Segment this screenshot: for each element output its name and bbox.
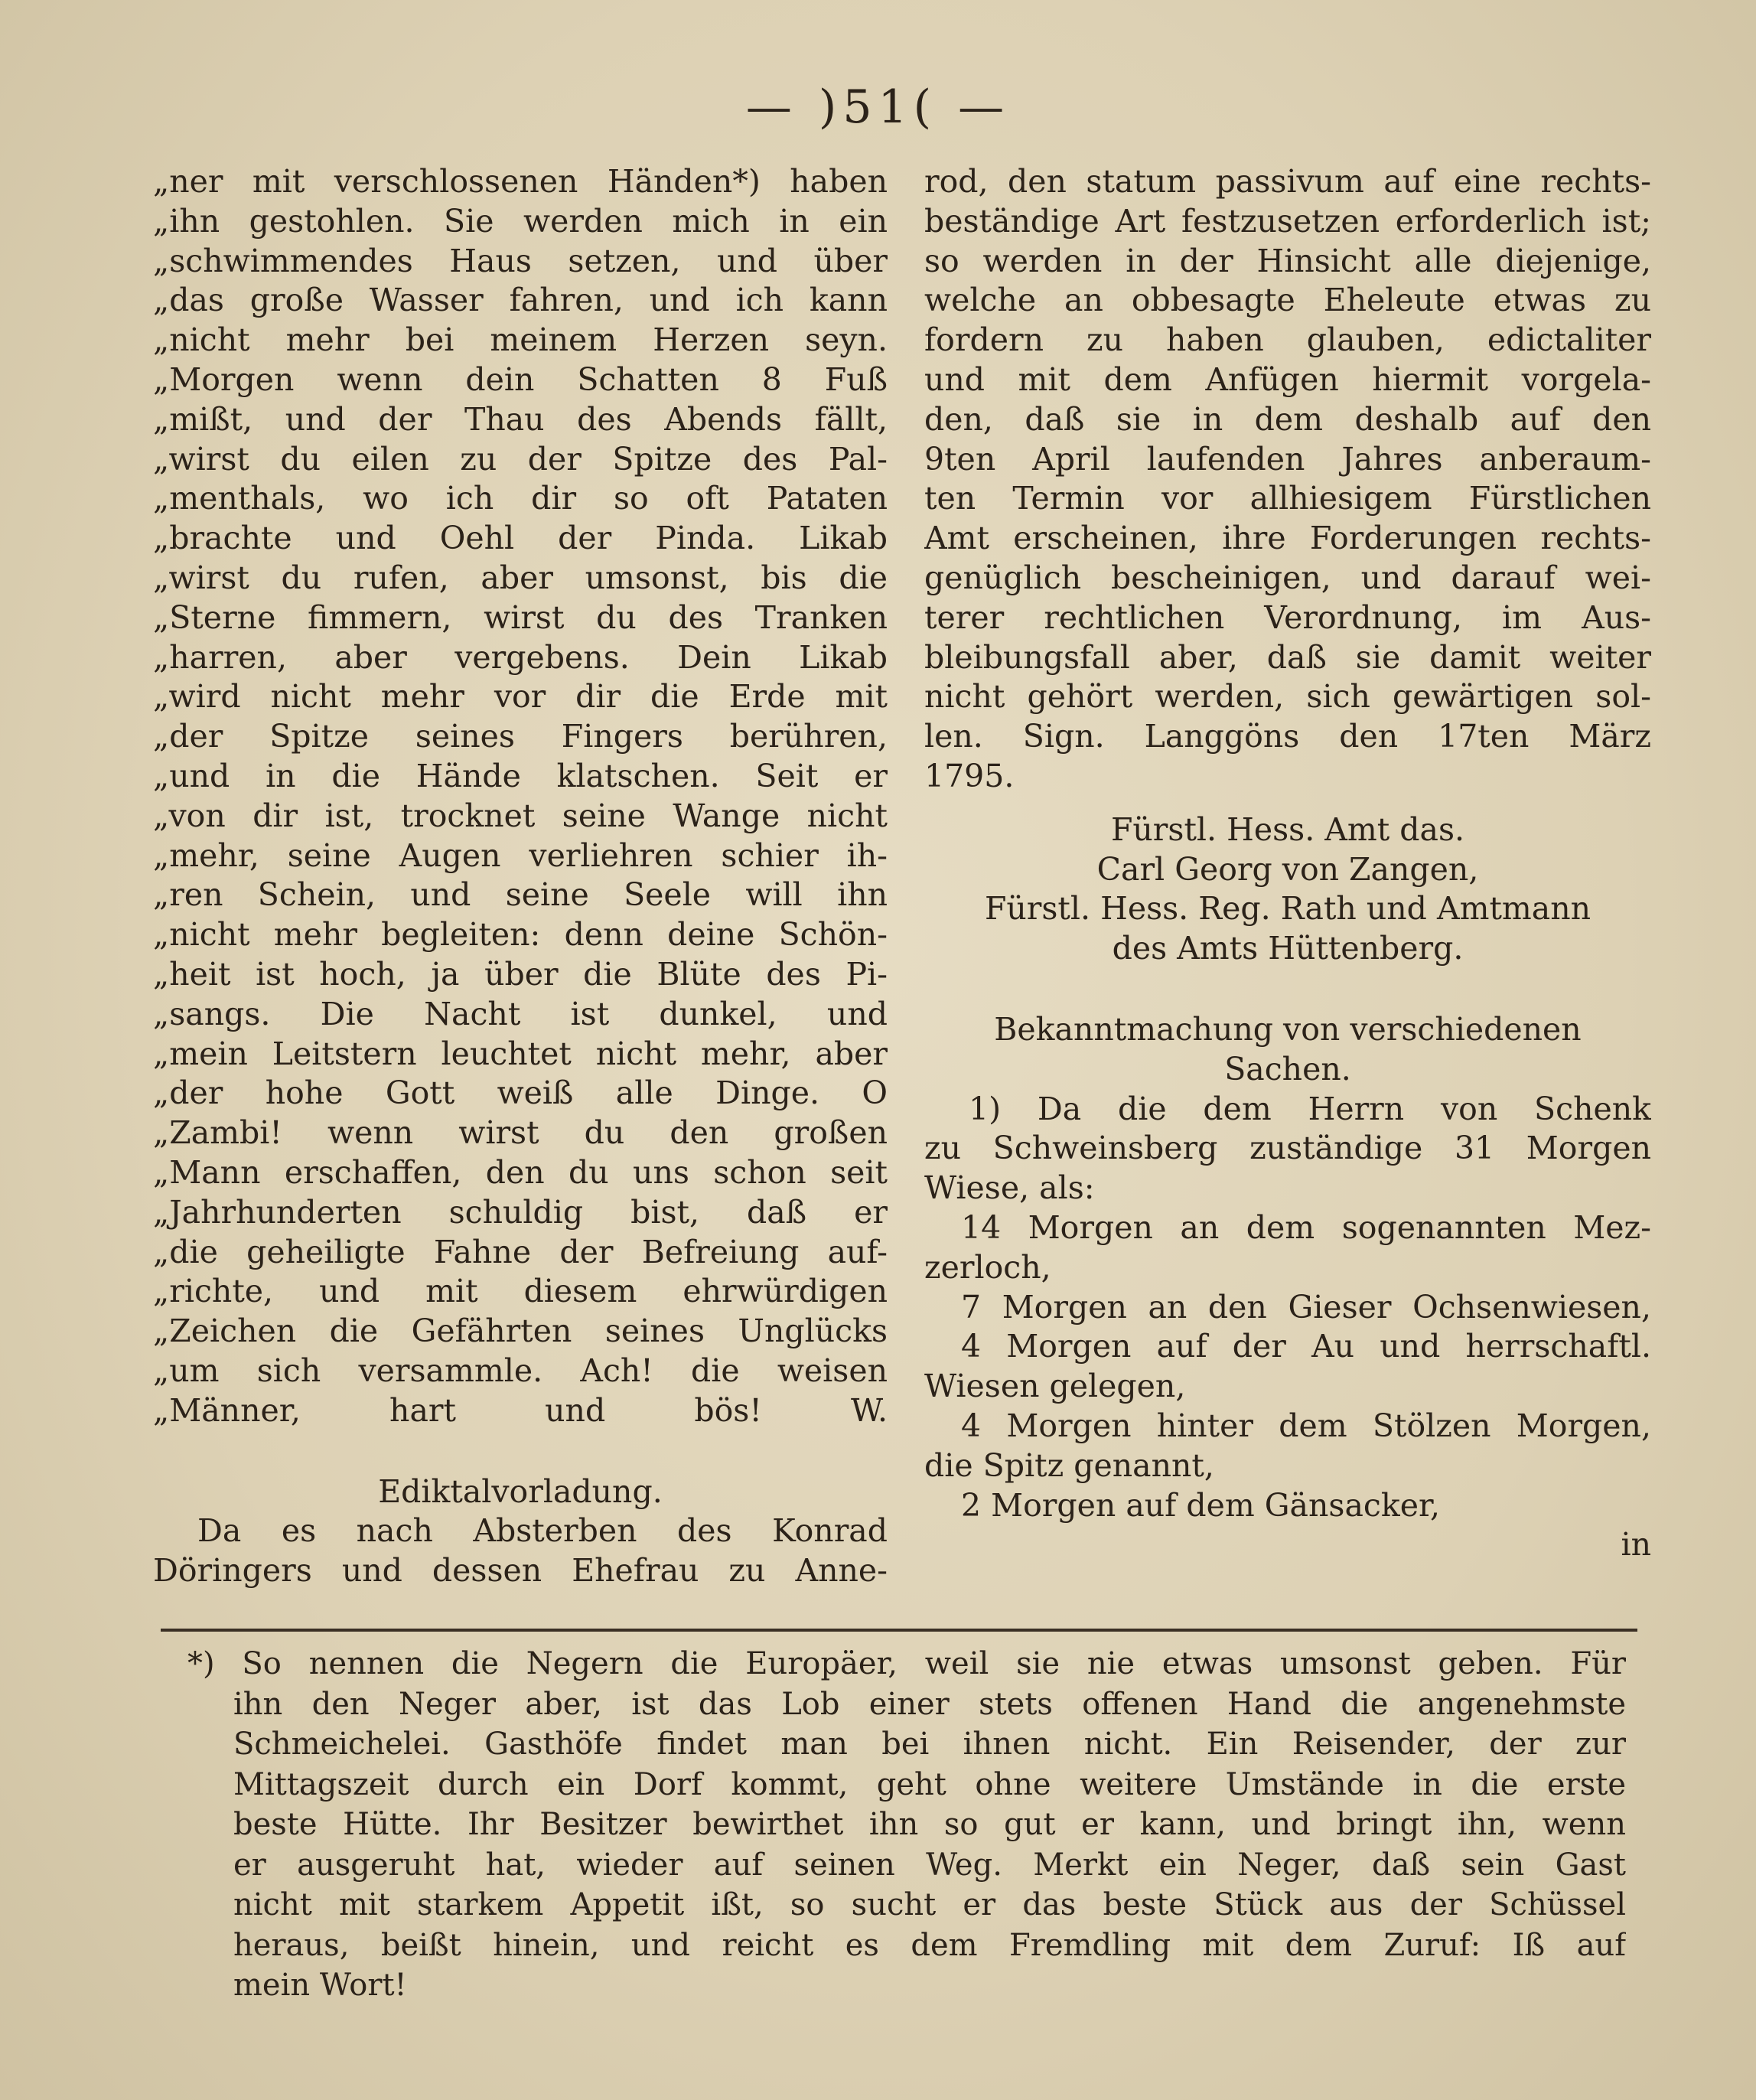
catchword: in: [1621, 1526, 1651, 1564]
text-line: len. Sign. Langgöns den 17ten März: [924, 718, 1651, 755]
page-number-header: — )51( —: [745, 80, 1011, 134]
footnote-line: heraus, beißt hinein, und reicht es dem Fremdling mit dem Zuruf: Iß auf: [233, 1927, 1626, 1963]
text-line: „von dir ist, trocknet seine Wange nicht: [153, 797, 888, 834]
text-line: rod, den statum passivum auf eine rechts-: [924, 163, 1651, 200]
footnote-line: Mittagszeit durch ein Dorf kommt, geht ohne weitere Umstände in die erste: [233, 1766, 1626, 1802]
footnote-line: er ausgeruht hat, wieder auf seinen Weg. Merkt ein Neger, daß sein Gast: [233, 1847, 1626, 1883]
footnote-line: beste Hütte. Ihr Besitzer bewirthet ihn so gut er kann, und bringt ihn, wenn: [233, 1807, 1626, 1842]
text-line: „harren, aber vergebens. Dein Likab: [153, 638, 888, 676]
text-line: „Zeichen die Gefährten seines Unglücks: [153, 1312, 888, 1350]
text-line: „ner mit verschlossenen Händen*) haben: [153, 163, 888, 200]
text-line: „ihn gestohlen. Sie werden mich in ein: [153, 202, 888, 240]
text-line: „nicht mehr begleiten: denn deine Schön-: [153, 916, 888, 954]
text-line: „mehr, seine Augen verliehren schier ih-: [153, 836, 888, 874]
text-line: „der hohe Gott weiß alle Dinge. O: [153, 1074, 888, 1112]
list-item-continued: zerloch,: [924, 1248, 1051, 1286]
signature-name: Carl Georg von Zangen,: [1096, 850, 1479, 888]
signature-title: Fürstl. Hess. Reg. Rath und Amtmann: [984, 890, 1591, 928]
text-line: welche an obbesagte Eheleute etwas zu: [924, 282, 1651, 319]
text-line: „der Spitze seines Fingers berühren,: [153, 718, 888, 755]
section-title-ediktalvorladung: Ediktalvorladung.: [378, 1472, 663, 1510]
text-line: „und in die Hände klatschen. Seit er: [153, 757, 888, 794]
left-column: [153, 162, 888, 1591]
list-item: 7 Morgen an den Gieser Ochsenwiesen,: [961, 1288, 1651, 1326]
text-line: fordern zu haben glauben, edictaliter: [924, 321, 1651, 359]
text-line: terer rechtlichen Verordnung, im Aus-: [924, 598, 1651, 636]
text-line: „ren Schein, und seine Seele will ihn: [153, 876, 888, 914]
text-line: „mißt, und der Thau des Abends fällt,: [153, 400, 888, 438]
list-item-continued: Wiesen gelegen,: [924, 1368, 1186, 1405]
text-line: „wird nicht mehr vor dir die Erde mit: [153, 678, 888, 716]
text-line: „Sterne fimmern, wirst du des Tranken: [153, 598, 888, 636]
text-line: Da es nach Absterben des Konrad: [197, 1512, 888, 1550]
list-item-continued: die Spitz genannt,: [924, 1446, 1214, 1484]
text-line: „heit ist hoch, ja über die Blüte des Pi-: [153, 955, 888, 993]
text-line: „brachte und Oehl der Pinda. Likab: [153, 520, 888, 557]
text-line: nicht gehört werden, sich gewärtigen sol-: [924, 678, 1651, 716]
text-line: „Zambi! wenn wirst du den großen: [153, 1114, 888, 1152]
footnote-line: *) So nennen die Negern die Europäer, weil sie nie etwas umsonst geben. Für: [187, 1646, 1626, 1681]
footnote-line: mein Wort!: [233, 1968, 407, 2003]
text-line: Amt erscheinen, ihre Forderungen rechts-: [924, 520, 1651, 557]
text-line: 9ten April laufenden Jahres anberaum-: [924, 440, 1651, 478]
footnote-line: nicht mit starkem Appetit ißt, so sucht er das beste Stück aus der Schüssel: [233, 1887, 1626, 1922]
footnote-divider: [161, 1629, 1637, 1632]
spacer: [924, 969, 1651, 1010]
text-line: den, daß sie in dem deshalb auf den: [924, 400, 1651, 438]
footnote-line: ihn den Neger aber, ist das Lob einer stets offenen Hand die angenehmste: [233, 1686, 1626, 1722]
section-title-bekanntmachung: Bekanntmachung von verschiedenen: [994, 1010, 1582, 1048]
footnote: [187, 1644, 1626, 2006]
list-item: 4 Morgen auf der Au und herrschaftl.: [961, 1328, 1651, 1365]
list-item: 14 Morgen an dem sogenannten Mez-: [961, 1208, 1651, 1246]
text-line: „sangs. Die Nacht ist dunkel, und: [153, 995, 888, 1032]
text-line: Döringers und dessen Ehefrau zu Anne-: [153, 1552, 888, 1590]
text-line: Wiese, als:: [924, 1169, 1095, 1207]
text-line: so werden in der Hinsicht alle diejenige,: [924, 242, 1651, 279]
text-line: „menthals, wo ich dir so oft Pataten: [153, 480, 888, 517]
spacer: [153, 1431, 888, 1472]
text-line: „richte, und mit diesem ehrwürdigen: [153, 1273, 888, 1310]
text-line: „Jahrhunderten schuldig bist, daß er: [153, 1193, 888, 1231]
spacer: [924, 797, 1651, 810]
text-line: „das große Wasser fahren, und ich kann: [153, 282, 888, 319]
footnote-line: Schmeichelei. Gasthöfe findet man bei ihnen nicht. Ein Reisender, der zur: [233, 1727, 1626, 1762]
right-column: [924, 162, 1651, 1565]
list-item: 2 Morgen auf dem Gänsacker,: [961, 1486, 1441, 1524]
text-line: „die geheiligte Fahne der Befreiung auf-: [153, 1233, 888, 1270]
text-line: „Morgen wenn dein Schatten 8 Fuß: [153, 360, 888, 398]
section-title-bekanntmachung-2: Sachen.: [1224, 1050, 1351, 1088]
text-line: ten Termin vor allhiesigem Fürstlichen: [924, 480, 1651, 517]
text-line: „wirst du rufen, aber umsonst, bis die: [153, 559, 888, 596]
text-line: zu Schweinsberg zuständige 31 Morgen: [924, 1130, 1651, 1167]
text-line: genüglich bescheinigen, und darauf wei-: [924, 559, 1651, 596]
text-line: 1795.: [924, 757, 1015, 794]
list-item: 4 Morgen hinter dem Stölzen Morgen,: [961, 1407, 1651, 1444]
text-line: bleibungsfall aber, daß sie damit weiter: [924, 638, 1651, 676]
text-line: 1) Da die dem Herrn von Schenk: [969, 1090, 1651, 1127]
text-line: „nicht mehr bei meinem Herzen seyn.: [153, 321, 888, 359]
text-line: beständige Art festzusetzen erforderlich ist;: [924, 202, 1651, 240]
text-line: „Männer, hart und bös! W.: [153, 1391, 888, 1429]
signature-office: Fürstl. Hess. Amt das.: [1110, 810, 1465, 848]
text-line: „Mann erschaffen, den du uns schon seit: [153, 1153, 888, 1191]
signature-office-location: des Amts Hüttenberg.: [1112, 930, 1464, 967]
text-line: „um sich versammle. Ach! die weisen: [153, 1352, 888, 1389]
text-line: „mein Leitstern leuchtet nicht mehr, aber: [153, 1035, 888, 1072]
text-line: „wirst du eilen zu der Spitze des Pal-: [153, 440, 888, 478]
text-line: „schwimmendes Haus setzen, und über: [153, 242, 888, 279]
text-line: und mit dem Anfügen hiermit vorgela-: [924, 360, 1651, 398]
